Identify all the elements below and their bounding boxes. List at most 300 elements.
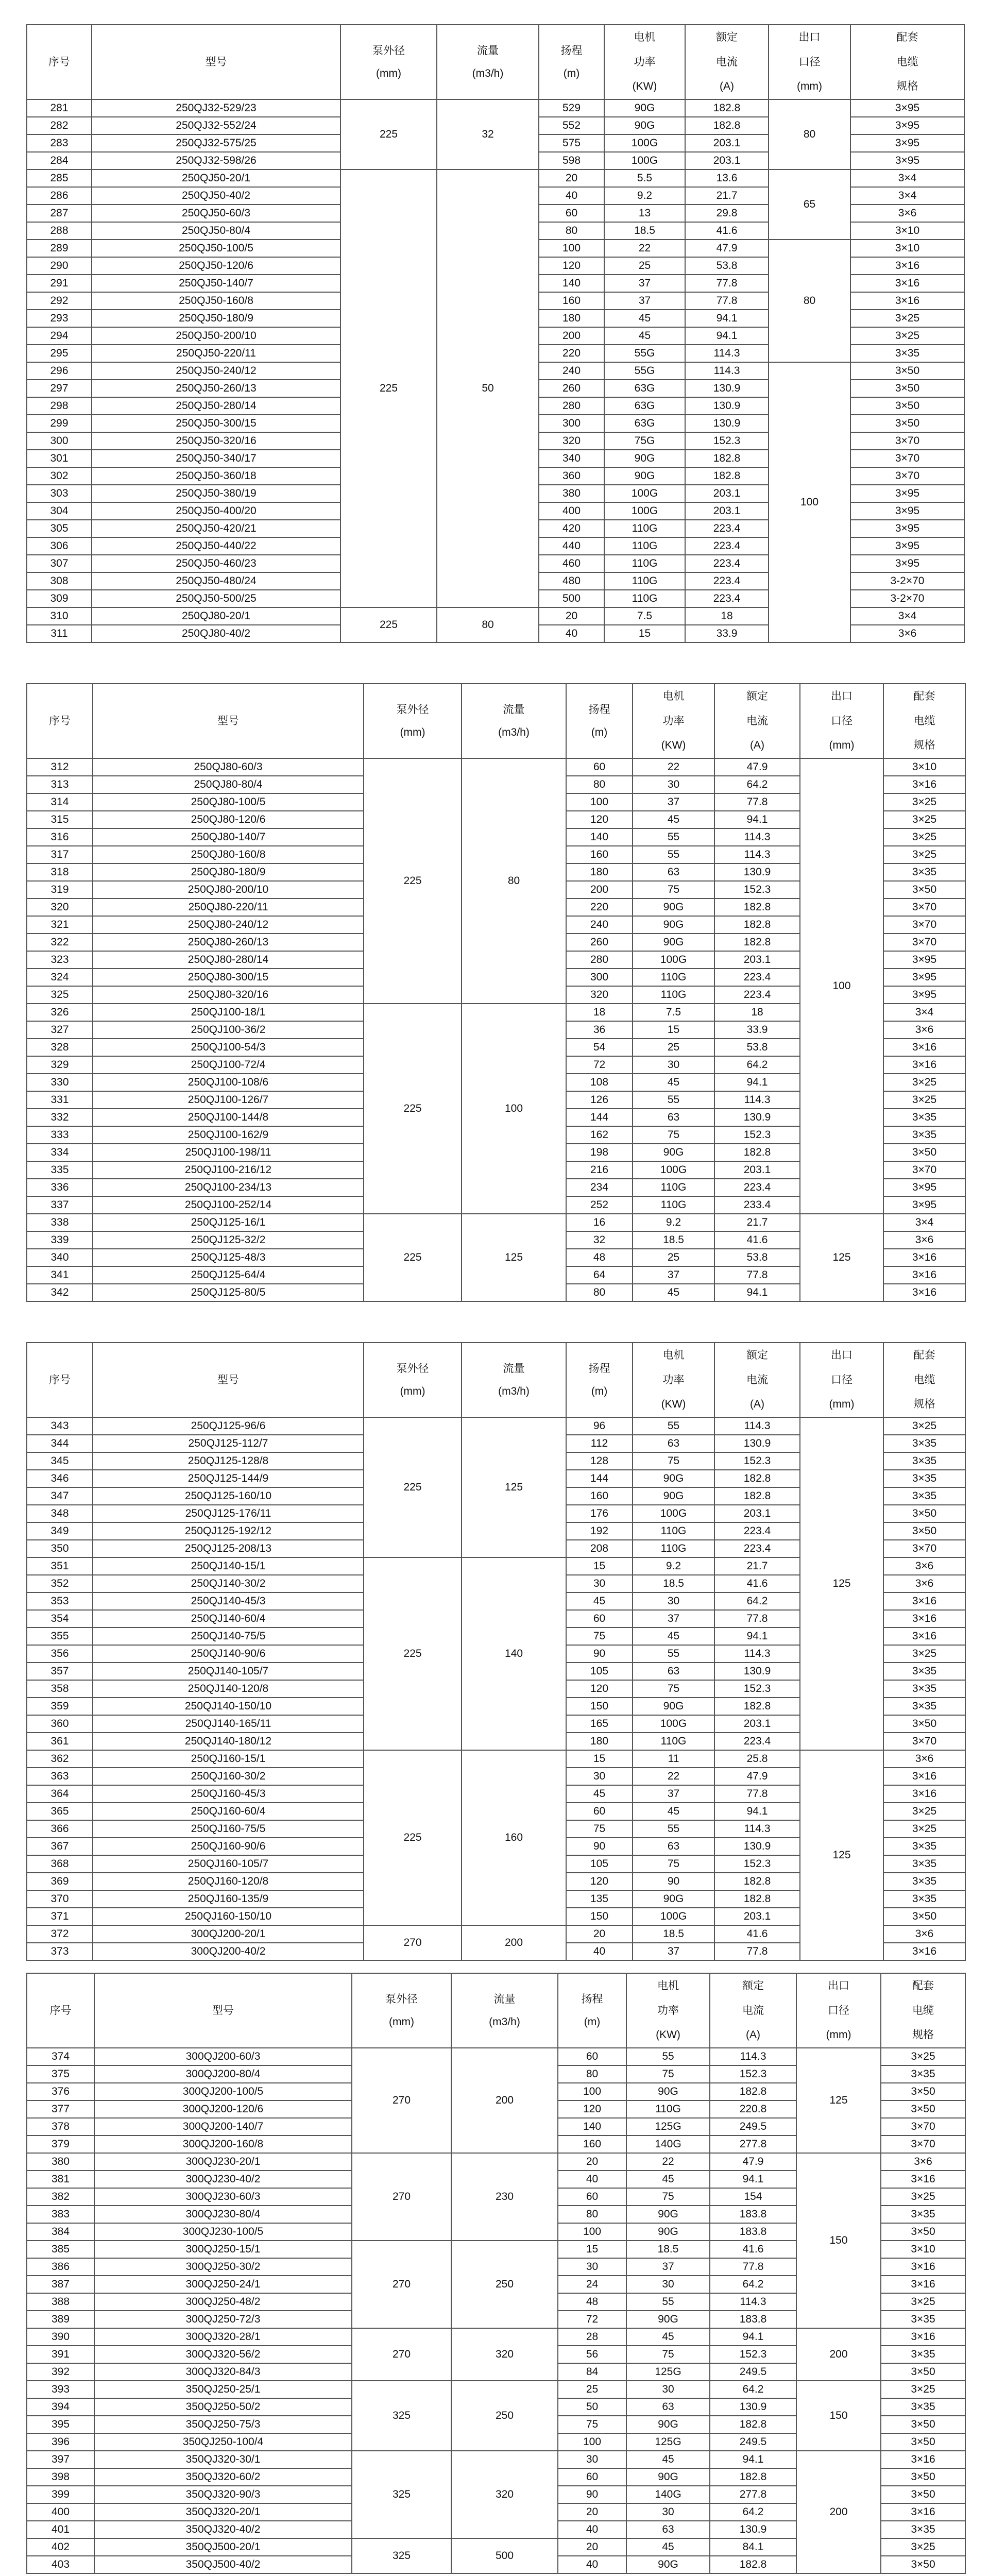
- power-cell: 22: [633, 1768, 714, 1785]
- seq-cell: 320: [27, 899, 93, 916]
- seq-cell: 310: [27, 607, 92, 625]
- cable-cell: 3×25: [883, 1803, 965, 1820]
- diameter-cell: 225: [364, 1004, 462, 1214]
- seq-cell: 362: [27, 1750, 93, 1768]
- header-diameter-line: 泵外径: [396, 1362, 429, 1375]
- header-diameter-line: 泵外径: [385, 1993, 418, 2005]
- current-cell: 182.8: [710, 2416, 796, 2433]
- cable-cell: 3×35: [883, 1855, 965, 1873]
- head-cell: 135: [566, 1890, 633, 1908]
- header-cable-line: 电缆: [912, 2004, 934, 2016]
- power-cell: 110G: [604, 520, 685, 537]
- cable-cell: 3×6: [881, 2153, 965, 2171]
- seq-cell: 394: [27, 2398, 94, 2416]
- current-cell: 182.8: [685, 117, 769, 134]
- current-cell: 183.8: [710, 2311, 796, 2328]
- head-cell: 200: [566, 881, 633, 899]
- cable-cell: 3×95: [883, 1179, 965, 1196]
- seq-cell: 326: [27, 1004, 93, 1021]
- model-cell: 300QJ320-84/3: [94, 2363, 352, 2381]
- diameter-cell: 325: [352, 2538, 451, 2573]
- cable-cell: 3×25: [883, 811, 965, 828]
- current-cell: 223.4: [714, 969, 800, 986]
- seq-cell: 319: [27, 881, 93, 899]
- header-head-line: 扬程: [581, 1993, 603, 2005]
- current-cell: 53.8: [714, 1249, 800, 1266]
- cable-cell: 3×50: [881, 2416, 965, 2433]
- power-cell: 55: [633, 1645, 714, 1663]
- cable-cell: 3×50: [883, 881, 965, 899]
- header-current: [714, 1343, 800, 1417]
- head-cell: 140: [566, 828, 633, 846]
- seq-cell: 331: [27, 1091, 93, 1109]
- model-cell: 250QJ140-165/11: [93, 1715, 364, 1733]
- header-outlet-line: 出口: [831, 690, 852, 702]
- power-cell: 55G: [604, 345, 685, 362]
- seq-cell: 306: [27, 537, 92, 555]
- seq-cell: 386: [27, 2258, 94, 2276]
- head-cell: 30: [566, 1768, 633, 1785]
- current-cell: 94.1: [714, 1628, 800, 1645]
- cable-cell: 3×10: [850, 240, 964, 257]
- seq-cell: 356: [27, 1645, 93, 1663]
- seq-cell: 329: [27, 1056, 93, 1074]
- cable-cell: 3×35: [850, 345, 964, 362]
- model-cell: 250QJ50-460/23: [92, 555, 340, 572]
- header-outlet: [796, 1973, 881, 2048]
- head-cell: 90: [558, 2486, 626, 2503]
- flow-cell: 320: [451, 2451, 558, 2538]
- head-cell: 24: [558, 2276, 626, 2293]
- current-cell: 203.1: [685, 485, 769, 502]
- head-cell: 105: [566, 1855, 633, 1873]
- model-cell: 250QJ160-60/4: [93, 1803, 364, 1820]
- seq-cell: 303: [27, 485, 92, 502]
- current-cell: 77.8: [714, 793, 800, 811]
- seq-cell: 403: [27, 2556, 94, 2573]
- model-cell: 250QJ50-160/8: [92, 292, 340, 310]
- current-cell: 152.3: [710, 2065, 796, 2083]
- seq-cell: 363: [27, 1768, 93, 1785]
- spec-table-4: [26, 1973, 966, 2574]
- header-current-line: (A): [720, 80, 734, 92]
- head-cell: 100: [558, 2433, 626, 2451]
- power-cell: 22: [626, 2153, 710, 2171]
- seq-cell: 325: [27, 986, 93, 1004]
- model-cell: 250QJ80-240/12: [93, 916, 364, 934]
- seq-cell: 297: [27, 380, 92, 397]
- head-cell: 30: [566, 1575, 633, 1592]
- seq-cell: 288: [27, 222, 92, 240]
- cable-cell: 3×35: [881, 2521, 965, 2538]
- power-cell: 37: [633, 1943, 714, 1960]
- seq-cell: 398: [27, 2468, 94, 2486]
- header-model-label: 型号: [217, 715, 239, 727]
- power-cell: 125G: [626, 2118, 710, 2136]
- seq-cell: 347: [27, 1487, 93, 1505]
- outlet-cell: 100: [769, 362, 850, 642]
- head-cell: 120: [566, 811, 633, 828]
- seq-cell: 312: [27, 758, 93, 776]
- header-cable: [850, 25, 964, 99]
- current-cell: 41.6: [714, 1925, 800, 1943]
- current-cell: 203.1: [685, 502, 769, 520]
- head-cell: 144: [566, 1470, 633, 1487]
- header-cable-line: 规格: [896, 80, 918, 92]
- current-cell: 64.2: [710, 2381, 796, 2398]
- head-cell: 529: [539, 99, 604, 117]
- seq-cell: 304: [27, 502, 92, 520]
- diameter-cell: 225: [364, 1750, 462, 1925]
- current-cell: 114.3: [710, 2048, 796, 2065]
- header-current-line: (A): [750, 1398, 764, 1410]
- outlet-cell: 125: [800, 1417, 883, 1750]
- header-current-line: (A): [746, 2029, 760, 2041]
- header-row: [27, 25, 964, 99]
- header-current-line: 电流: [746, 1374, 768, 1386]
- cable-cell: 3×50: [883, 1144, 965, 1161]
- seq-cell: 378: [27, 2118, 94, 2136]
- head-cell: 16: [566, 1214, 633, 1231]
- header-flow: [451, 1973, 558, 2048]
- cable-cell: 3×16: [850, 275, 964, 292]
- head-cell: 15: [558, 2241, 626, 2258]
- power-cell: 18.5: [604, 222, 685, 240]
- header-diameter-line: (mm): [400, 726, 425, 738]
- model-cell: 350QJ320-90/3: [94, 2486, 352, 2503]
- current-cell: 21.7: [714, 1557, 800, 1575]
- model-cell: 250QJ32-529/23: [92, 99, 340, 117]
- cable-cell: 3×6: [883, 1750, 965, 1768]
- model-cell: 250QJ140-45/3: [93, 1592, 364, 1610]
- table-row: [27, 2153, 965, 2171]
- seq-cell: 381: [27, 2171, 94, 2188]
- seq-cell: 380: [27, 2153, 94, 2171]
- seq-cell: 377: [27, 2100, 94, 2118]
- current-cell: 47.9: [714, 758, 800, 776]
- header-head: [566, 1343, 633, 1417]
- current-cell: 182.8: [714, 1144, 800, 1161]
- seq-cell: 343: [27, 1417, 93, 1435]
- model-cell: 250QJ160-135/9: [93, 1890, 364, 1908]
- model-cell: 250QJ50-140/7: [92, 275, 340, 292]
- power-cell: 63: [633, 1663, 714, 1680]
- model-cell: 250QJ160-45/3: [93, 1785, 364, 1803]
- header-flow: [437, 25, 539, 99]
- head-cell: 198: [566, 1144, 633, 1161]
- power-cell: 7.5: [633, 1004, 714, 1021]
- power-cell: 140G: [626, 2486, 710, 2503]
- model-cell: 250QJ80-20/1: [92, 607, 340, 625]
- flow-cell: 125: [462, 1417, 566, 1557]
- power-cell: 90G: [626, 2206, 710, 2223]
- head-cell: 240: [566, 916, 633, 934]
- seq-cell: 318: [27, 863, 93, 881]
- cable-cell: 3×10: [881, 2241, 965, 2258]
- model-cell: 350QJ320-30/1: [94, 2451, 352, 2468]
- header-outlet-line: (mm): [829, 739, 855, 751]
- flow-cell: 140: [462, 1557, 566, 1750]
- current-cell: 223.4: [685, 520, 769, 537]
- power-cell: 140G: [626, 2136, 710, 2153]
- power-cell: 37: [604, 292, 685, 310]
- current-cell: 94.1: [710, 2328, 796, 2346]
- current-cell: 223.4: [714, 986, 800, 1004]
- head-cell: 440: [539, 537, 604, 555]
- model-cell: 250QJ100-198/11: [93, 1144, 364, 1161]
- seq-cell: 292: [27, 292, 92, 310]
- head-cell: 25: [558, 2381, 626, 2398]
- power-cell: 15: [604, 625, 685, 642]
- head-cell: 40: [539, 187, 604, 205]
- cable-cell: 3×16: [881, 2328, 965, 2346]
- model-cell: 300QJ250-24/1: [94, 2276, 352, 2293]
- diameter-cell: 325: [352, 2381, 451, 2451]
- head-cell: 28: [558, 2328, 626, 2346]
- flow-cell: 125: [462, 1214, 566, 1301]
- seq-cell: 369: [27, 1873, 93, 1890]
- power-cell: 90G: [626, 2083, 710, 2100]
- cable-cell: 3×25: [850, 327, 964, 345]
- model-cell: 300QJ200-20/1: [93, 1925, 364, 1943]
- header-current-line: 电流: [716, 56, 738, 68]
- head-cell: 40: [558, 2556, 626, 2573]
- model-cell: 250QJ50-220/11: [92, 345, 340, 362]
- current-cell: 84.1: [710, 2538, 796, 2556]
- seq-cell: 315: [27, 811, 93, 828]
- header-seq: [27, 684, 93, 758]
- model-cell: 250QJ160-105/7: [93, 1855, 364, 1873]
- header-outlet-line: (mm): [797, 80, 822, 92]
- current-cell: 182.8: [710, 2083, 796, 2100]
- power-cell: 100G: [633, 1505, 714, 1522]
- seq-cell: 333: [27, 1126, 93, 1144]
- header-power: [633, 684, 714, 758]
- cable-cell: 3×95: [883, 969, 965, 986]
- header-flow-line: (m3/h): [498, 726, 530, 738]
- seq-cell: 298: [27, 397, 92, 415]
- head-cell: 60: [558, 2468, 626, 2486]
- header-flow-line: 流量: [477, 44, 499, 57]
- power-cell: 30: [626, 2276, 710, 2293]
- current-cell: 18: [685, 607, 769, 625]
- model-cell: 250QJ50-180/9: [92, 310, 340, 327]
- cable-cell: 3×70: [850, 432, 964, 450]
- model-cell: 250QJ50-380/19: [92, 485, 340, 502]
- current-cell: 94.1: [714, 1074, 800, 1091]
- head-cell: 20: [539, 170, 604, 187]
- current-cell: 223.4: [685, 555, 769, 572]
- header-model-label: 型号: [217, 1374, 239, 1386]
- header-power-line: (KW): [661, 739, 686, 751]
- model-cell: 250QJ140-90/6: [93, 1645, 364, 1663]
- model-cell: 250QJ50-200/10: [92, 327, 340, 345]
- cable-cell: 3×16: [883, 1056, 965, 1074]
- table-row: [27, 758, 965, 776]
- seq-cell: 311: [27, 625, 92, 642]
- power-cell: 63G: [604, 415, 685, 432]
- header-outlet-line: 口径: [831, 715, 852, 727]
- current-cell: 152.3: [714, 1452, 800, 1470]
- head-cell: 160: [539, 292, 604, 310]
- cable-cell: 3×16: [883, 1628, 965, 1645]
- power-cell: 30: [633, 1056, 714, 1074]
- power-cell: 37: [633, 793, 714, 811]
- head-cell: 598: [539, 152, 604, 170]
- head-cell: 120: [558, 2100, 626, 2118]
- power-cell: 63: [633, 1838, 714, 1855]
- model-cell: 250QJ100-162/9: [93, 1126, 364, 1144]
- header-current-line: 电流: [746, 715, 768, 727]
- model-cell: 250QJ125-32/2: [93, 1231, 364, 1249]
- power-cell: 22: [604, 240, 685, 257]
- model-cell: 350QJ320-60/2: [94, 2468, 352, 2486]
- cable-cell: 3×50: [881, 2100, 965, 2118]
- current-cell: 277.8: [710, 2136, 796, 2153]
- seq-cell: 390: [27, 2328, 94, 2346]
- current-cell: 182.8: [714, 1470, 800, 1487]
- header-head: [539, 25, 604, 99]
- cable-cell: 3×6: [883, 1925, 965, 1943]
- power-cell: 63: [633, 1109, 714, 1126]
- current-cell: 223.4: [714, 1540, 800, 1557]
- seq-cell: 305: [27, 520, 92, 537]
- header-power-line: (KW): [656, 2029, 680, 2041]
- header-cable-line: 配套: [896, 31, 918, 43]
- flow-cell: 200: [462, 1925, 566, 1960]
- power-cell: 75: [633, 1452, 714, 1470]
- current-cell: 152.3: [714, 1680, 800, 1698]
- header-current: [710, 1973, 796, 2048]
- power-cell: 25: [633, 1039, 714, 1056]
- seq-cell: 335: [27, 1161, 93, 1179]
- header-outlet-line: 口径: [831, 1374, 852, 1386]
- cable-cell: 3-2×70: [850, 590, 964, 607]
- head-cell: 150: [566, 1698, 633, 1715]
- model-cell: 250QJ80-320/16: [93, 986, 364, 1004]
- model-cell: 250QJ160-120/8: [93, 1873, 364, 1890]
- diameter-cell: 225: [364, 1417, 462, 1557]
- header-cable-line: 规格: [913, 1398, 935, 1410]
- head-cell: 20: [558, 2153, 626, 2171]
- diameter-cell: 225: [364, 1557, 462, 1750]
- model-cell: 300QJ230-100/5: [94, 2223, 352, 2241]
- cable-cell: 3×70: [881, 2118, 965, 2136]
- seq-cell: 307: [27, 555, 92, 572]
- head-cell: 40: [566, 1943, 633, 1960]
- head-cell: 80: [558, 2065, 626, 2083]
- seq-cell: 349: [27, 1522, 93, 1540]
- cable-cell: 3×16: [883, 1284, 965, 1301]
- model-cell: 250QJ140-30/2: [93, 1575, 364, 1592]
- model-cell: 350QJ250-25/1: [94, 2381, 352, 2398]
- header-seq-label: 序号: [49, 715, 71, 727]
- model-cell: 250QJ125-160/10: [93, 1487, 364, 1505]
- cable-cell: 3×50: [883, 1522, 965, 1540]
- flow-cell: 500: [451, 2538, 558, 2573]
- seq-cell: 332: [27, 1109, 93, 1126]
- current-cell: 182.8: [714, 934, 800, 951]
- cable-cell: 3×25: [883, 1645, 965, 1663]
- power-cell: 110G: [604, 572, 685, 590]
- seq-cell: 393: [27, 2381, 94, 2398]
- head-cell: 100: [566, 793, 633, 811]
- head-cell: 64: [566, 1266, 633, 1284]
- power-cell: 25: [633, 1249, 714, 1266]
- outlet-cell: 100: [800, 758, 883, 1214]
- cable-cell: 3×70: [883, 916, 965, 934]
- cable-cell: 3×95: [850, 152, 964, 170]
- power-cell: 90G: [633, 1890, 714, 1908]
- header-head-line: 扬程: [588, 703, 610, 716]
- power-cell: 90G: [604, 99, 685, 117]
- model-cell: 250QJ140-180/12: [93, 1733, 364, 1750]
- cable-cell: 3×6: [850, 205, 964, 222]
- model-cell: 250QJ32-598/26: [92, 152, 340, 170]
- current-cell: 64.2: [710, 2503, 796, 2521]
- current-cell: 183.8: [710, 2206, 796, 2223]
- seq-cell: 337: [27, 1196, 93, 1214]
- seq-cell: 302: [27, 467, 92, 485]
- cable-cell: 3×16: [881, 2451, 965, 2468]
- current-cell: 130.9: [714, 1435, 800, 1452]
- cable-cell: 3×6: [850, 625, 964, 642]
- seq-cell: 317: [27, 846, 93, 863]
- header-power-line: 电机: [657, 1980, 679, 1992]
- power-cell: 55: [633, 1091, 714, 1109]
- head-cell: 90: [566, 1838, 633, 1855]
- header-model-label: 型号: [212, 2004, 234, 2016]
- header-seq-label: 序号: [49, 1374, 71, 1386]
- power-cell: 55: [633, 1417, 714, 1435]
- current-cell: 29.8: [685, 205, 769, 222]
- cable-cell: 3×6: [883, 1231, 965, 1249]
- flow-cell: 160: [462, 1750, 566, 1925]
- power-cell: 63G: [604, 397, 685, 415]
- diameter-cell: 225: [340, 170, 437, 607]
- seq-cell: 400: [27, 2503, 94, 2521]
- power-cell: 22: [633, 758, 714, 776]
- flow-cell: 32: [437, 99, 539, 170]
- header-power: [633, 1343, 714, 1417]
- seq-cell: 316: [27, 828, 93, 846]
- cable-cell: 3×35: [883, 1698, 965, 1715]
- current-cell: 203.1: [714, 1715, 800, 1733]
- cable-cell: 3×35: [881, 2065, 965, 2083]
- power-cell: 37: [626, 2258, 710, 2276]
- power-cell: 100G: [604, 502, 685, 520]
- current-cell: 94.1: [685, 310, 769, 327]
- seq-cell: 382: [27, 2188, 94, 2206]
- current-cell: 33.9: [714, 1021, 800, 1039]
- current-cell: 47.9: [685, 240, 769, 257]
- seq-cell: 314: [27, 793, 93, 811]
- cable-cell: 3×50: [881, 2468, 965, 2486]
- current-cell: 41.6: [685, 222, 769, 240]
- head-cell: 20: [539, 607, 604, 625]
- seq-cell: 346: [27, 1470, 93, 1487]
- header-diameter-line: 泵外径: [372, 44, 405, 57]
- outlet-cell: 80: [769, 240, 850, 362]
- current-cell: 203.1: [714, 1161, 800, 1179]
- head-cell: 552: [539, 117, 604, 134]
- model-cell: 350QJ320-40/2: [94, 2521, 352, 2538]
- header-seq-label: 序号: [49, 2004, 72, 2016]
- head-cell: 45: [566, 1785, 633, 1803]
- seq-cell: 383: [27, 2206, 94, 2223]
- seq-cell: 364: [27, 1785, 93, 1803]
- power-cell: 63G: [604, 380, 685, 397]
